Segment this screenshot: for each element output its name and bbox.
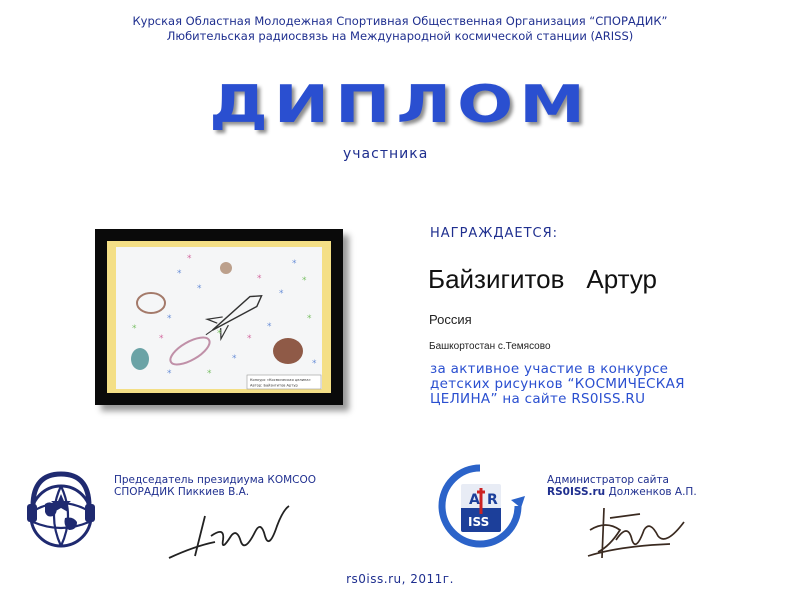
- admin-signatory: [547, 474, 697, 498]
- planet-brown: [273, 338, 303, 364]
- organization-name: Курская Областная Молодежная Спортивная Общественная Организация “СПОРАДИК”: [132, 14, 668, 28]
- program-name: Любительская радиосвязь на Международной космической станции (ARISS): [166, 29, 634, 43]
- chair-signatory: [114, 474, 316, 498]
- award-reason-line1: за активное участие в конкурсе: [430, 361, 669, 377]
- chair-signature: [165, 496, 295, 566]
- diploma-title: ДИПЛОМ: [209, 74, 591, 135]
- recipient-first-name: Артур: [586, 264, 657, 294]
- admin-signature: [580, 500, 690, 564]
- svg-text:*: *: [217, 329, 222, 339]
- footer-site-year: rs0iss.ru, 2011г.: [346, 572, 454, 586]
- children-drawing-image: [107, 241, 331, 393]
- svg-text:*: *: [279, 289, 284, 299]
- planet-small-top: [220, 262, 232, 274]
- chair-title: Председатель президиума КОМСОО: [114, 474, 317, 486]
- svg-text:*: *: [292, 259, 297, 269]
- svg-text:*: *: [132, 324, 137, 334]
- award-reason: [430, 362, 770, 407]
- drawing-caption-line1: Конкурс «Космическая целина»: [250, 378, 311, 382]
- svg-text:*: *: [167, 369, 172, 379]
- award-reason-line3: ЦЕЛИНА” на сайте RS0ISS.RU: [430, 391, 646, 407]
- svg-text:*: *: [267, 322, 272, 332]
- recipient-name: [428, 264, 657, 295]
- admin-title: Администратор сайта: [547, 474, 669, 486]
- svg-text:*: *: [307, 314, 312, 324]
- drawing-frame: [95, 229, 343, 405]
- svg-text:*: *: [187, 254, 192, 264]
- recipient-last-name: Байзигитов: [428, 264, 565, 294]
- drawing-caption-line2: Автор: Байзигитов Артур: [250, 383, 298, 388]
- svg-text:*: *: [312, 359, 317, 369]
- planet-teal: [131, 348, 149, 370]
- ariss-iss-text: ISS: [468, 515, 490, 529]
- organization-header: [0, 14, 800, 44]
- ariss-letter-r: R: [487, 492, 498, 508]
- svg-text:*: *: [232, 354, 237, 364]
- svg-text:*: *: [207, 369, 212, 379]
- svg-text:*: *: [302, 276, 307, 286]
- chair-name: СПОРАДИК Пиккиев В.А.: [114, 486, 250, 498]
- admin-name: Долженков А.П.: [608, 486, 697, 498]
- diploma-subtitle: участника: [343, 146, 429, 162]
- awarded-label: НАГРАЖДАЕТСЯ:: [430, 226, 559, 241]
- recipient-country: Россия: [429, 312, 472, 327]
- admin-name-line: [547, 486, 697, 498]
- svg-text:*: *: [159, 334, 164, 344]
- recipient-place: Башкортостан с.Темясово: [429, 341, 551, 352]
- ariss-letter-a: A: [469, 492, 480, 508]
- svg-text:*: *: [177, 269, 182, 279]
- svg-text:*: *: [247, 334, 252, 344]
- svg-text:*: *: [167, 314, 172, 324]
- svg-text:*: *: [197, 284, 202, 294]
- admin-site: RS0ISS.ru: [547, 486, 606, 498]
- award-reason-line2: детских рисунков “КОСМИЧЕСКАЯ: [430, 376, 685, 392]
- ariss-logo: [435, 462, 525, 552]
- sporadik-globe-logo: [25, 466, 97, 554]
- svg-text:*: *: [257, 274, 262, 284]
